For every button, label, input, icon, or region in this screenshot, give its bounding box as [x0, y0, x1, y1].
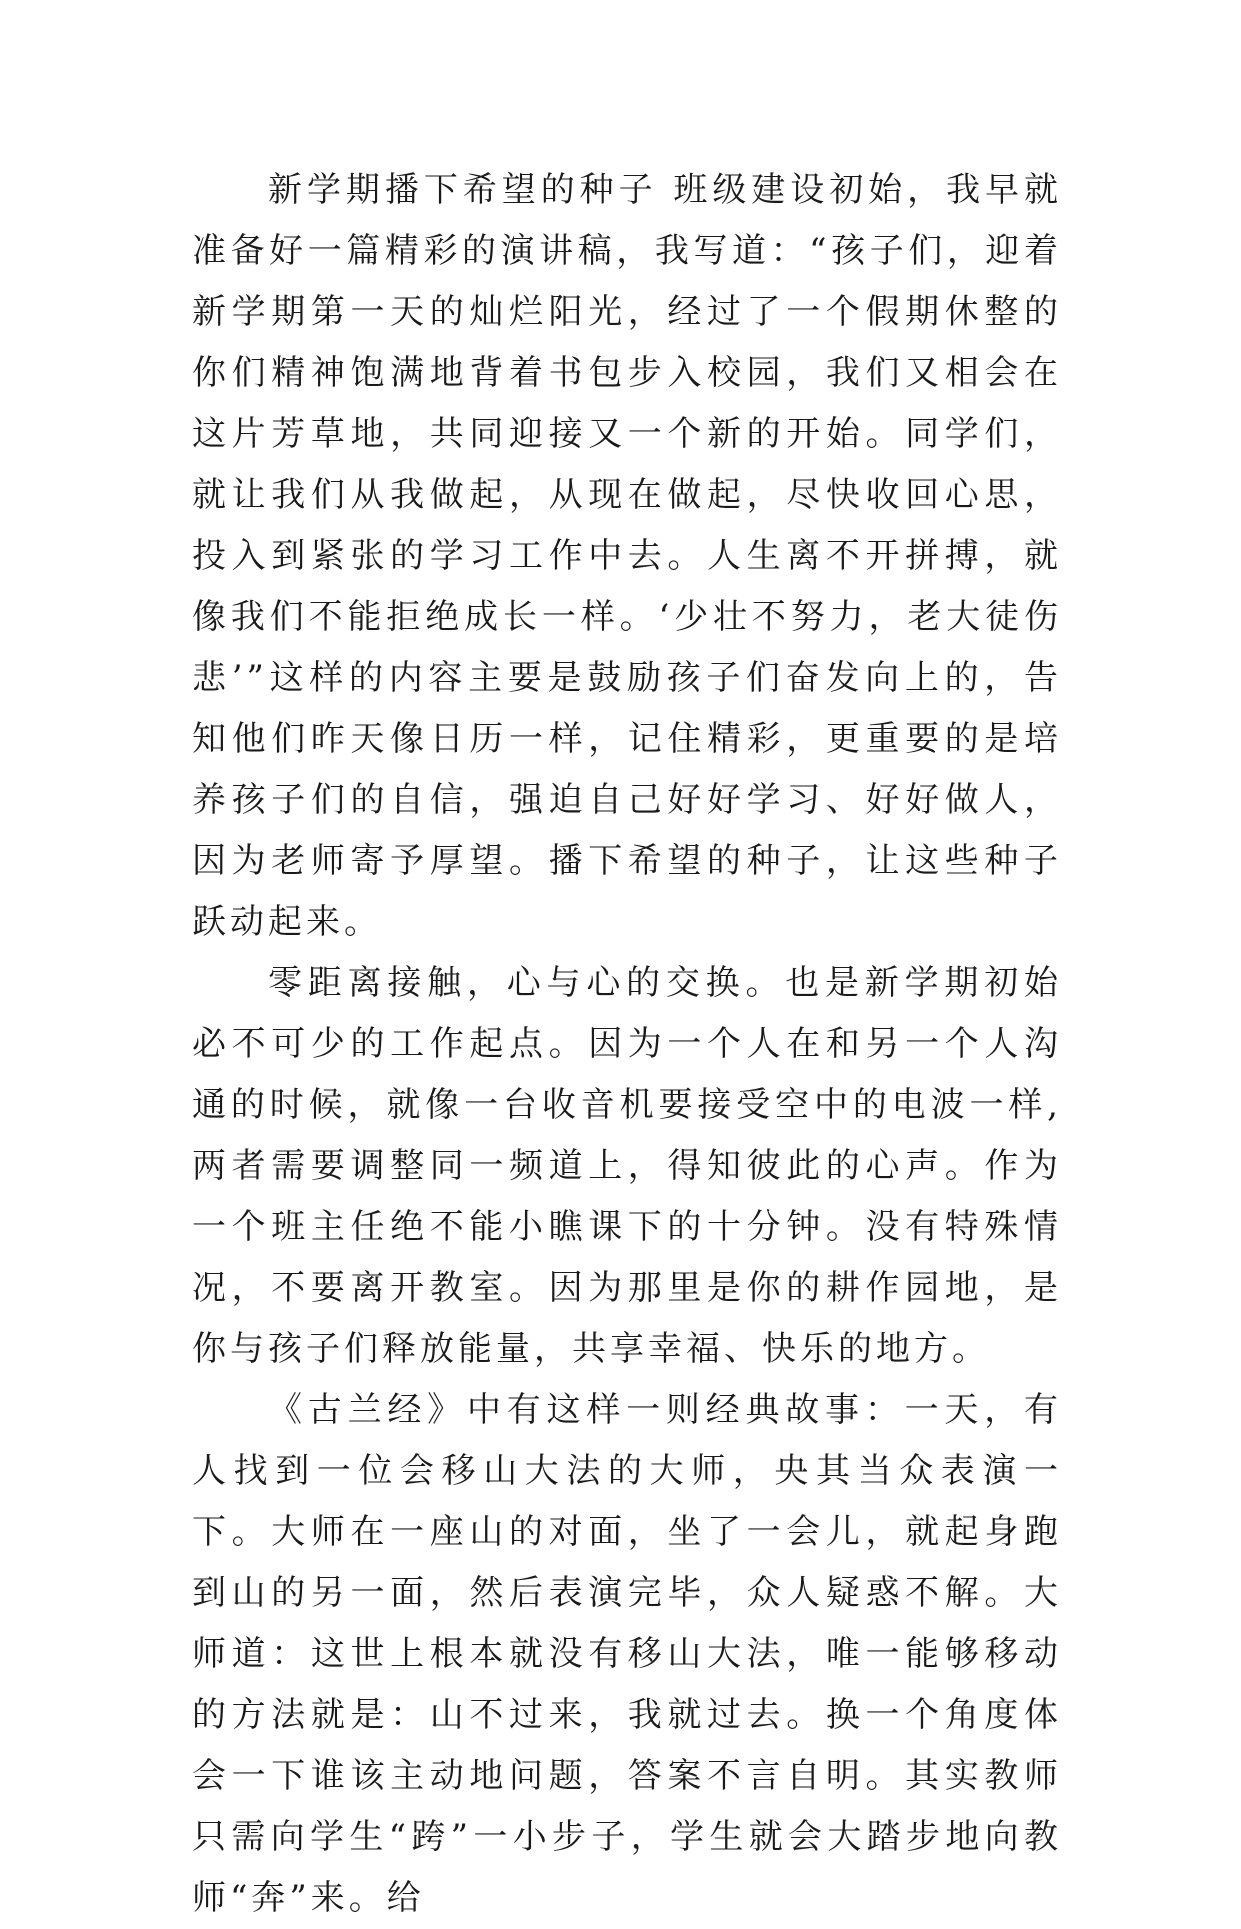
paragraph-quran-story: 《古兰经》中有这样一则经典故事：一天，有人找到一位会移山大法的大师，央其当众表演一下。大师在一座山的对面，坐了一会儿，就起身跑到山的另一面，然后表演完毕，众人疑惑不解。大师道：这世上根本就没有移山大法，唯一能够移动的方法就是：山不过来，我就过去。换一个角度体会一下谁该主动地问题，答案不言自明。其实教师只需向学生“跨”一小步子，学生就会大踏步地向教师“奔”来。给	[192, 1390, 1062, 1918]
paragraph-zero-distance: 零距离接触，心与心的交换。也是新学期初始必不可少的工作起点。因为一个人在和另一个人沟通的时候，就像一台收音机要接受空中的电波一样,两者需要调整同一频道上，得知彼此的心声。作为一个班主任绝不能小瞧课下的十分钟。没有特殊情况，不要离开教室。因为那里是你的耕作园地，是你与孩子们释放能量，共享幸福、快乐的地方。	[192, 963, 1062, 1369]
paragraph-seeds-of-hope: 新学期播下希望的种子 班级建设初始，我早就准备好一篇精彩的演讲稿，我写道：“孩子们，迎着新学期第一天的灿烂阳光，经过了一个假期休整的你们精神饱满地背着书包步入校园，我们又相会在这片芳草地，共同迎接又一个新的开始。同学们，就让我们从我做起，从现在做起，尽快收回心思，投入到紧张的学习工作中去。人生离不开拼搏，就像我们不能拒绝成长一样。‘少壮不努力，老大徒伤悲’”这样的内容主要是鼓励孩子们奋发向上的，告知他们昨天像日历一样，记住精彩，更重要的是培养孩子们的自信，强迫自己好好学习、好好做人，因为老师寄予厚望。播下希望的种子，让这些种子跃动起来。	[192, 170, 1062, 942]
body-text	[192, 160, 1062, 1929]
